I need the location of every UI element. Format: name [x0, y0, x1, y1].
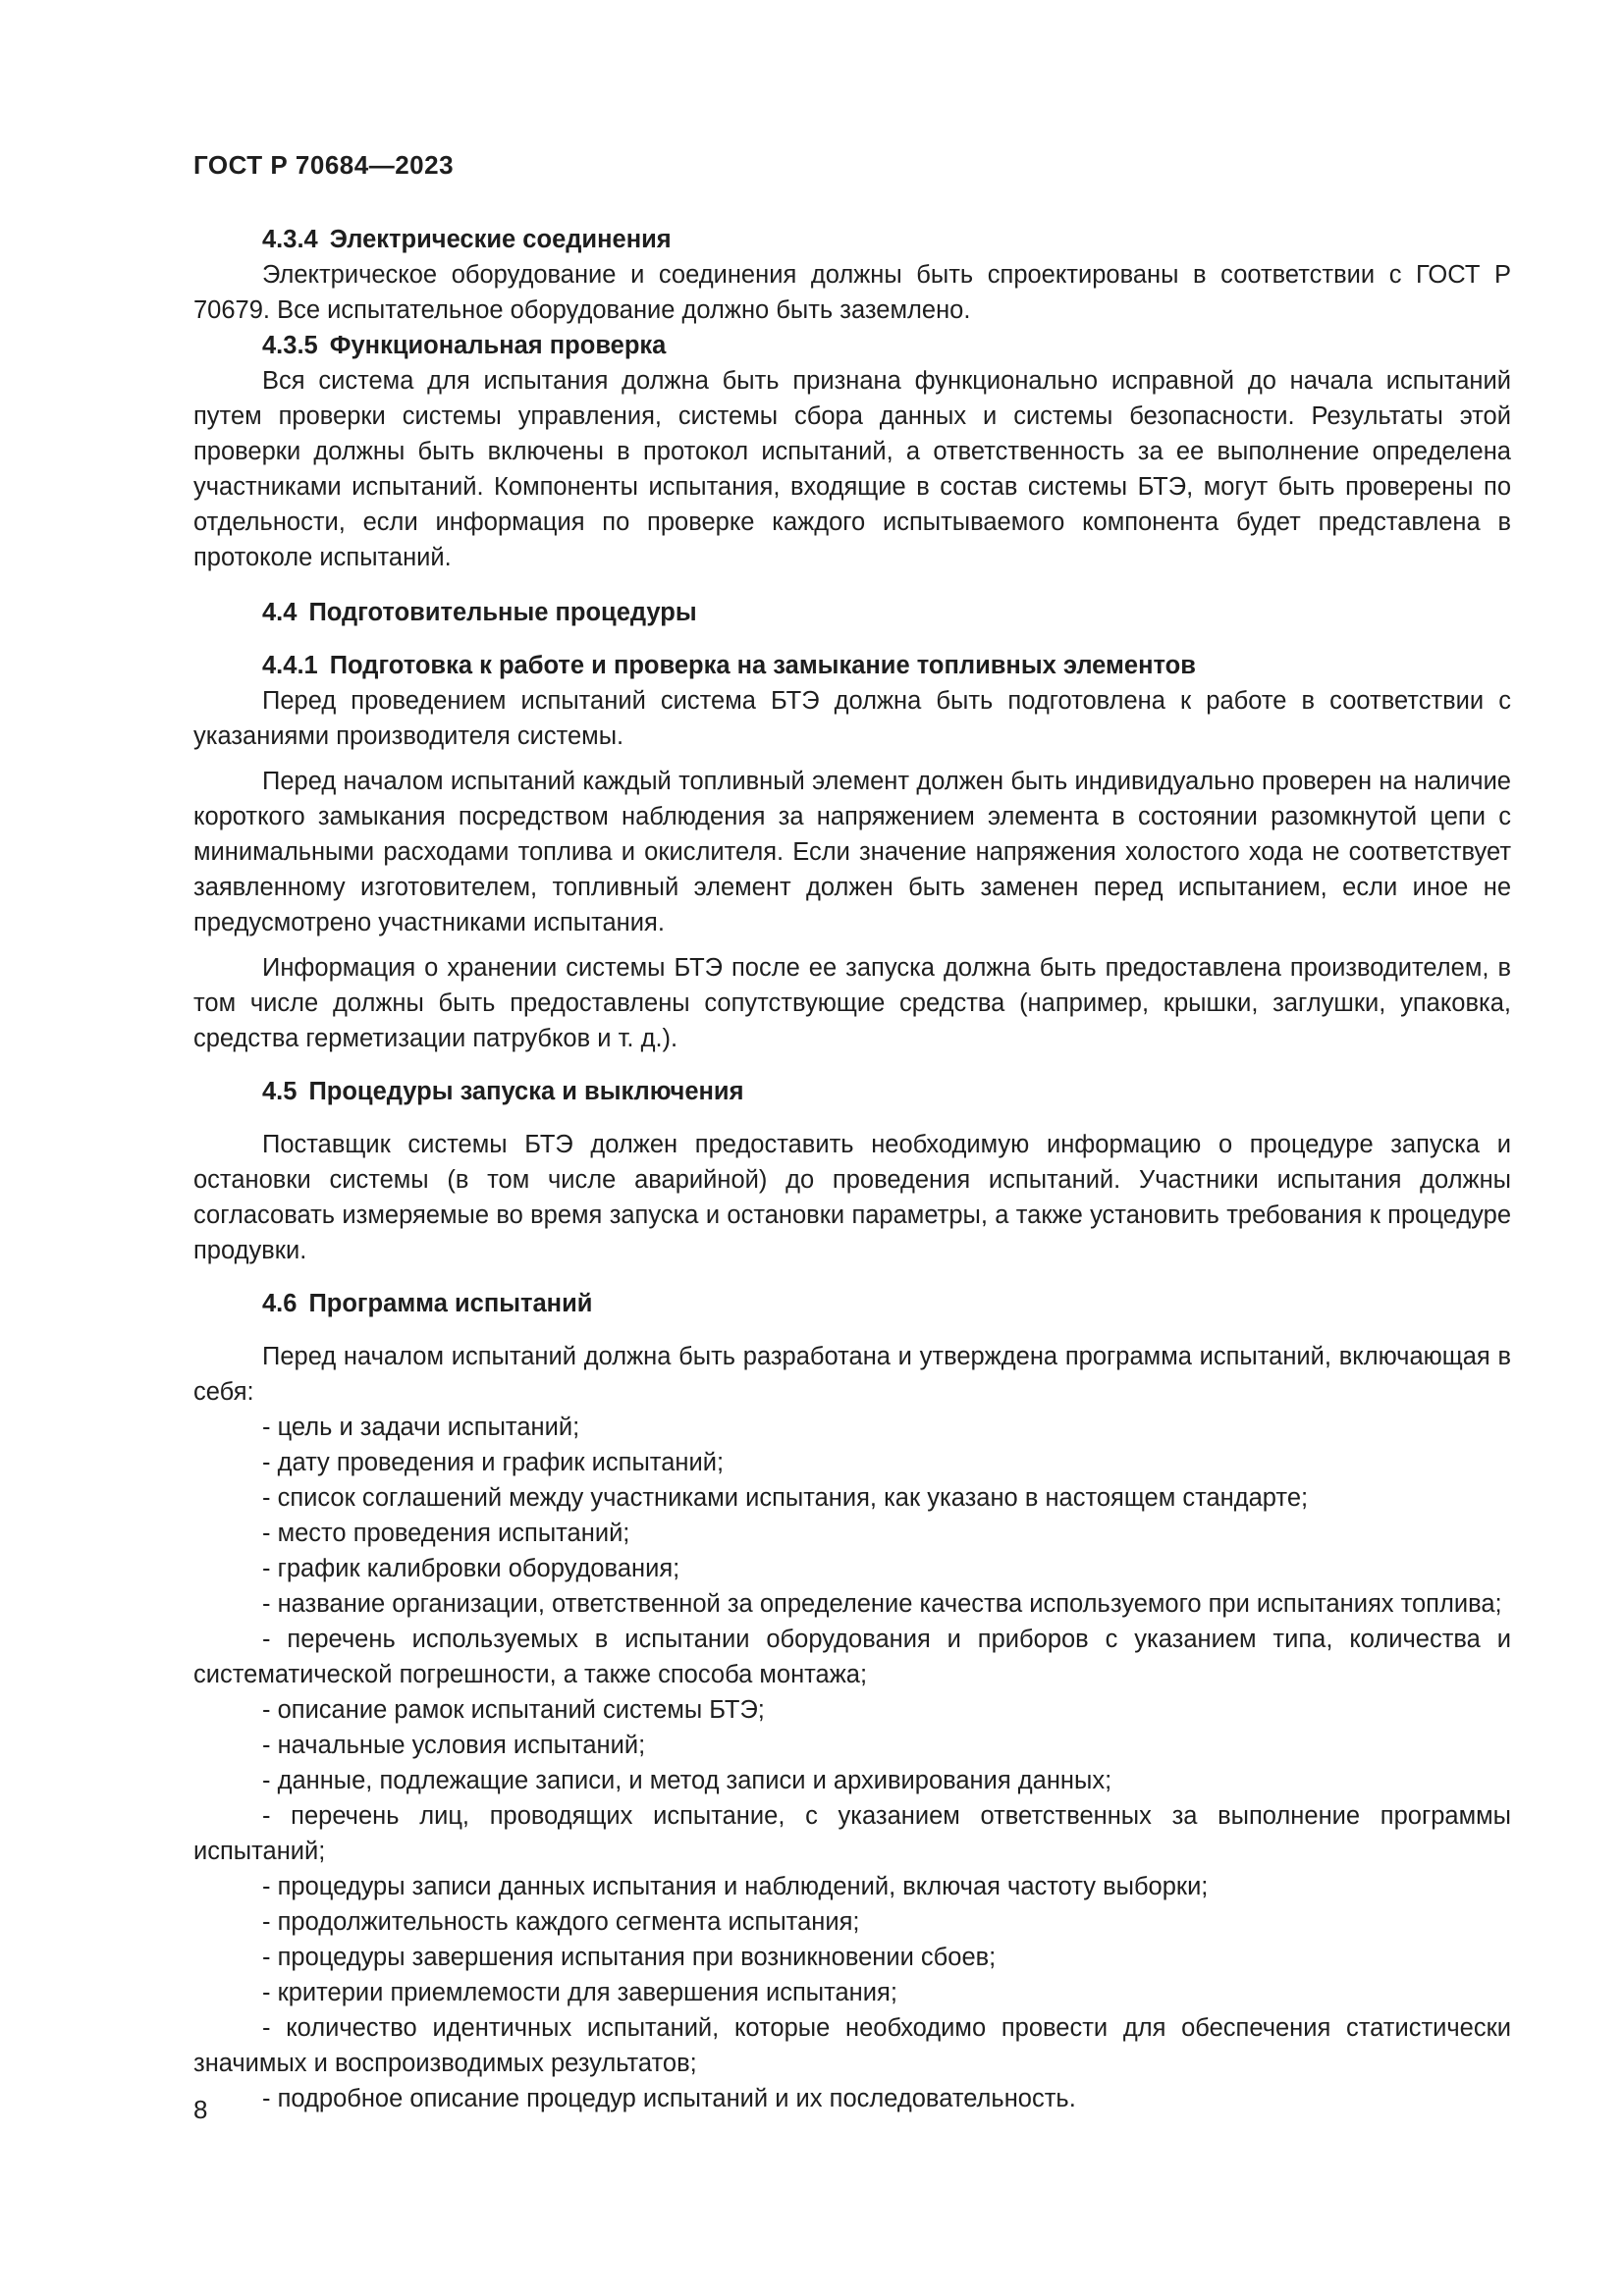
section-number: 4.4.1: [262, 652, 318, 679]
list-item: - критерии приемлемости для завершения испытания;: [262, 1979, 897, 2006]
paragraph: Перед началом испытаний должна быть разработана и утверждена программа испытаний, включающая в себя:: [193, 1343, 1511, 1406]
list-item: - процедуры завершения испытания при возникновении сбоев;: [262, 1944, 997, 1971]
list-item: - название организации, ответственной за определение качества используемого при испытаниях топлива;: [262, 1590, 1502, 1618]
section-number: 4.5: [262, 1078, 298, 1105]
document-header: ГОСТ Р 70684—2023: [193, 150, 455, 180]
paragraph: Электрическое оборудование и соединения должны быть спроектированы в соответствии с ГОСТ Р 70679. Все испытательное оборудование должно быть заземлено.: [193, 261, 1511, 324]
list-item: - список соглашений между участниками испытания, как указано в настоящем стандарте;: [262, 1484, 1309, 1512]
list-item: - количество идентичных испытаний, которые необходимо провести для обеспечения статистически значимых и воспроизводимых результатов;: [193, 2014, 1511, 2077]
list-item: - дату проведения и график испытаний;: [262, 1449, 725, 1476]
list-item: - начальные условия испытаний;: [262, 1732, 646, 1759]
paragraph: Информация о хранении системы БТЭ после ее запуска должна быть предоставлена производителем, в том числе должны быть предоставлены сопутствующие средства (например, крышки, заглушки, упаковка, средства герметизации патрубков и т. д.).: [193, 954, 1511, 1052]
list-item: - график калибровки оборудования;: [262, 1555, 680, 1582]
list-item: - продолжительность каждого сегмента испытания;: [262, 1908, 860, 1936]
section-4-3-4-heading: [262, 222, 1511, 257]
section-title: Подготовка к работе и проверка на замыкание топливных элементов: [329, 652, 1196, 679]
section-4-6-heading: [262, 1286, 1511, 1321]
section-number: 4.6: [262, 1290, 298, 1317]
section-number: 4.3.5: [262, 332, 318, 359]
page-content: [193, 222, 1511, 2116]
section-title: Программа испытаний: [308, 1290, 593, 1317]
list-item: - место проведения испытаний;: [262, 1520, 630, 1547]
section-title: Подготовительные процедуры: [308, 599, 697, 626]
paragraph: Перед началом испытаний каждый топливный элемент должен быть индивидуально проверен на наличие короткого замыкания посредством наблюдения за напряжением элемента в состоянии разомкнутой цепи с минимальными расходами топлива и окислителя. Если значение напряжения холостого хода не соответствует заявленному изготовителем, топливный элемент должен быть заменен перед испытанием, если иное не предусмотрено участниками испытания.: [193, 768, 1511, 936]
paragraph: Перед проведением испытаний система БТЭ должна быть подготовлена к работе в соответствии с указаниями производителя системы.: [193, 687, 1511, 750]
section-number: 4.3.4: [262, 226, 318, 253]
paragraph: Вся система для испытания должна быть признана функционально исправной до начала испытаний путем проверки системы управления, системы сбора данных и системы безопасности. Результаты этой проверки должны быть включены в протокол испытаний, а ответственность за ее выполнение определена участниками испытаний. Компоненты испытания, входящие в состав системы БТЭ, могут быть проверены по отдельности, если информация по проверке каждого испытываемого компонента будет представлена в протоколе испытаний.: [193, 367, 1511, 571]
test-program-list: [193, 1410, 1511, 2116]
list-item: - подробное описание процедур испытаний и их последовательность.: [262, 2085, 1076, 2112]
list-item: - процедуры записи данных испытания и наблюдений, включая частоту выборки;: [262, 1873, 1209, 1900]
section-4-3-5-heading: [262, 328, 1511, 363]
section-4-4-heading: [262, 595, 1511, 630]
section-title: Процедуры запуска и выключения: [308, 1078, 744, 1105]
section-number: 4.4: [262, 599, 298, 626]
list-item: - данные, подлежащие записи, и метод записи и архивирования данных;: [262, 1767, 1112, 1794]
list-item: - перечень лиц, проводящих испытание, с указанием ответственных за выполнение программы испытаний;: [193, 1802, 1511, 1865]
list-item: - описание рамок испытаний системы БТЭ;: [262, 1696, 765, 1724]
list-item: - цель и задачи испытаний;: [262, 1414, 580, 1441]
section-title: Функциональная проверка: [329, 332, 667, 359]
section-4-4-1-heading: [262, 648, 1511, 683]
page-number: 8: [193, 2095, 208, 2124]
list-item: - перечень используемых в испытании оборудования и приборов с указанием типа, количества и систематической погрешности, а также способа монтажа;: [193, 1626, 1511, 1688]
section-title: Электрические соединения: [329, 226, 672, 253]
paragraph: Поставщик системы БТЭ должен предоставить необходимую информацию о процедуре запуска и остановки системы (в том числе аварийной) до проведения испытаний. Участники испытания должны согласовать измеряемые во время запуска и остановки параметры, а также установить требования к процедуре продувки.: [193, 1131, 1511, 1264]
section-4-5-heading: [262, 1074, 1511, 1109]
